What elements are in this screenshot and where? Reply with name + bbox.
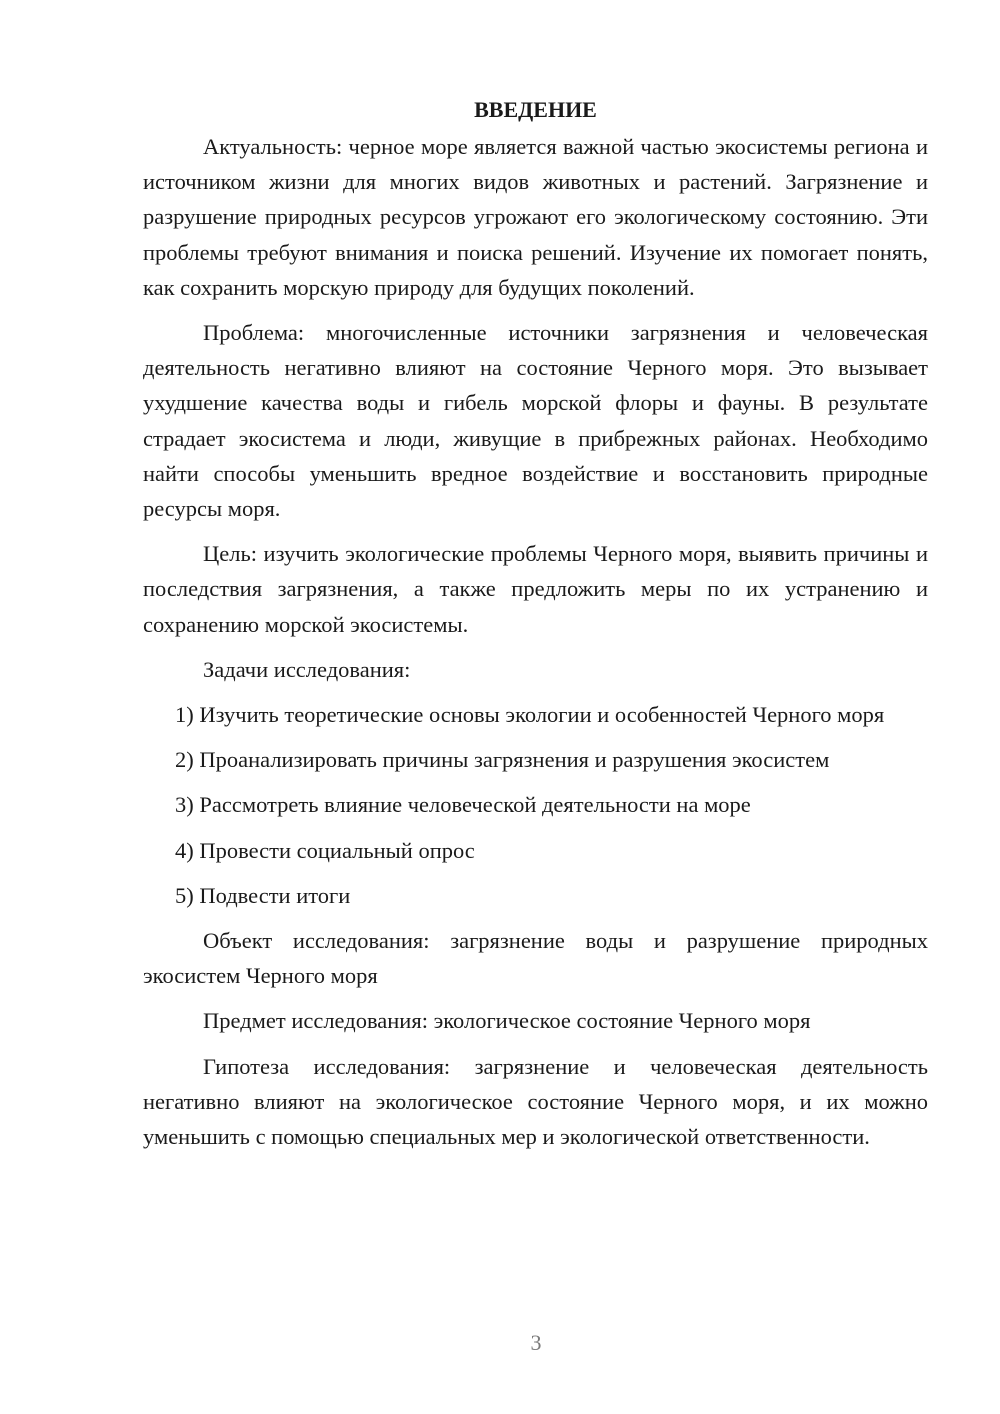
hypothesis-paragraph: Гипотеза исследования: загрязнение и человеческая деятельность негативно влияют на экологическое состояние Черного моря, и их можно уменьшить с помощью специальных мер и экологической ответственности.: [143, 1053, 928, 1150]
page-number: 3: [530, 1330, 542, 1355]
list-item: 1) Изучить теоретические основы экологии и особенностей Черного моря: [175, 702, 885, 728]
relevance-paragraph: Актуальность: черное море является важной частью экосистемы региона и источником жизни для многих видов животных и растений. Загрязнение и разрушение природных ресурсов угрожают его экологическому состоянию. Эти проблемы требуют внимания и поиска решений. Изучение их помогает понять, как сохранить морскую природу для будущих поколений.: [143, 134, 928, 300]
tasks-heading: Задачи исследования:: [203, 656, 411, 682]
list-item: 2) Проанализировать причины загрязнения и разрушения экосистем: [175, 747, 830, 773]
goal-paragraph: Цель: изучить экологические проблемы Черного моря, выявить причины и последствия загрязнения, а также предложить меры по их устранению и сохранению морской экосистемы.: [143, 541, 928, 637]
list-item: 4) Провести социальный опрос: [175, 837, 475, 863]
problem-paragraph: Проблема: многочисленные источники загрязнения и человеческая деятельность негативно влияют на состояние Черного моря. Это вызывает ухудшение качества воды и гибель морской флоры и фауны. В результате страдает экосистема и люди, живущие в прибрежных районах. Необходимо найти способы уменьшить вредное воздействие и восстановить природные ресурсы моря.: [143, 320, 928, 522]
page-content: [143, 92, 928, 1164]
page-title: ВВЕДЕНИЕ: [474, 97, 597, 122]
list-item: 3) Рассмотреть влияние человеческой деятельности на море: [175, 792, 751, 818]
subject-paragraph: Предмет исследования: экологическое состояние Черного моря: [203, 1008, 811, 1034]
object-paragraph: Объект исследования: загрязнение воды и разрушение природных экосистем Черного моря: [143, 928, 928, 989]
tasks-list: [143, 697, 928, 913]
list-item: 5) Подвести итоги: [175, 882, 351, 908]
